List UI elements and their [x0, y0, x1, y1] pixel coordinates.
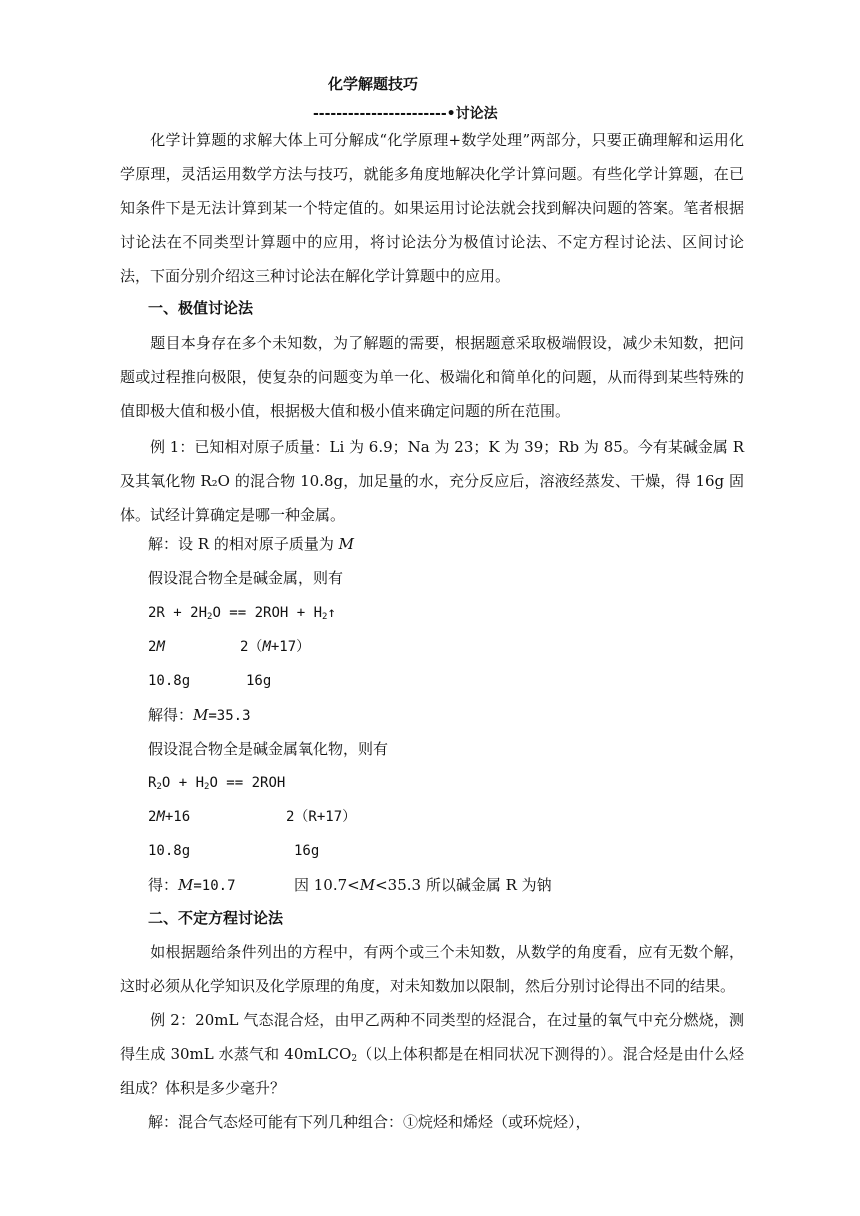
assumption1-line: 假设混合物全是碱金属，则有 — [148, 569, 344, 587]
result2-value: =10.7 — [193, 878, 236, 894]
result2-label: 得： — [148, 876, 179, 894]
result2-d: <35.3 所以碱金属 R 为钠 — [375, 876, 552, 894]
eq2-sub2: 2 — [204, 782, 210, 792]
var-m: M — [338, 535, 354, 553]
document-subtitle: -----------------------•讨论法 — [313, 106, 498, 122]
result1-value: =35.3 — [208, 708, 251, 724]
eq1-part2: O == 2ROH + H — [212, 605, 323, 621]
up-arrow-icon: ↑ — [327, 605, 336, 621]
var-m: M — [262, 639, 271, 655]
section1-description — [120, 326, 744, 428]
eq1-part1: 2R + 2H — [148, 605, 208, 621]
section2-desc-text: 如根据题给条件列出的方程中，有两个或三个未知数，从数学的角度看，应有无数个解，这时必须从化学知识及化学原理的角度，对未知数加以限制，然后分别讨论得出不同的结果。 — [120, 943, 744, 995]
document-title: 化学解题技巧 — [328, 75, 419, 93]
eq1-sub2: 2 — [322, 612, 328, 622]
mass1-a: 2 — [148, 639, 157, 655]
eq2-c: O == 2ROH — [209, 775, 286, 791]
result2-c: 因 10.7< — [294, 876, 360, 894]
equation2-line — [148, 773, 285, 793]
section2-description — [120, 935, 744, 1003]
var-m: M — [156, 809, 165, 825]
eq2-sub1: 2 — [156, 782, 162, 792]
mass2-a: 2 — [148, 809, 157, 825]
intro-paragraph — [120, 123, 744, 293]
mass1-left — [148, 637, 165, 657]
solution1-text: 解：设 R 的相对原子质量为 — [148, 535, 334, 553]
section2-heading: 二、不定方程讨论法 — [148, 909, 284, 927]
example1-text: 例 1：已知相对原子质量：Li 为 6.9；Na 为 23；K 为 39；Rb 为 85。今有某碱金属 R 及其氧化物 R₂O 的混合物 10.8g，加足量的水，充分反应后，溶液经蒸发、干燥，得 16g 固体。试经计算确定是哪一种金属。 — [120, 438, 744, 524]
equation1-line — [148, 603, 336, 623]
example2-sub: 2 — [351, 1054, 358, 1064]
value1-right: 16g — [246, 673, 272, 689]
example2-paragraph — [120, 1003, 744, 1105]
result1-line — [148, 705, 251, 726]
value2-right: 16g — [294, 843, 320, 859]
eq2-a: R — [148, 775, 157, 791]
solution1-line — [148, 534, 354, 554]
mass1-right — [240, 637, 310, 657]
solution2-line: 解：混合气态烃可能有下列几种组合：①烷烃和烯烃（或环烷烃）， — [148, 1113, 591, 1131]
var-m: M — [178, 876, 194, 894]
result2-conclusion — [294, 875, 552, 895]
intro-text: 化学计算题的求解大体上可分解成“化学原理+数学处理”两部分，只要正确理解和运用化学原理，灵活运用数学方法与技巧，就能多角度地解决化学计算问题。有些化学计算题，在已知条件下是无法计算到某一个特定值的。如果运用讨论法就会找到解决问题的答案。笔者根据讨论法在不同类型计算题中的应用，将讨论法分为极值讨论法、不定方程讨论法、区间讨论法，下面分别介绍这三种讨论法在解化学计算题中的应用。 — [120, 131, 744, 285]
example2-text-b: （以上体积都是在相同状况下测得的）。混合烃是由什么烃组成？体积是多少毫升？ — [120, 1045, 744, 1097]
mass2-right: 2（R+17） — [286, 809, 357, 825]
mass1-b: 2（ — [240, 639, 263, 655]
value2-left: 10.8g — [148, 843, 191, 859]
result1-label: 解得： — [148, 706, 194, 724]
eq1-sub1: 2 — [207, 612, 213, 622]
mass2-left — [148, 807, 190, 827]
section1-desc-text: 题目本身存在多个未知数，为了解题的需要，根据题意采取极端假设，减少未知数，把问题或过程推向极限，使复杂的问题变为单一化、极端化和简单化的问题，从而得到某些特殊的值即极大值和极小值，根据极大值和极小值来确定问题的所在范围。 — [120, 334, 744, 420]
eq2-b: O + H — [161, 775, 205, 791]
var-m: M — [156, 639, 165, 655]
mass2-b: +16 — [164, 809, 191, 825]
result2-line — [148, 875, 236, 896]
mass1-c: +17） — [270, 639, 311, 655]
assumption2-line: 假设混合物全是碱金属氧化物，则有 — [148, 740, 389, 758]
example1-paragraph — [120, 430, 744, 532]
example2-text-a: 例 2：20mL 气态混合烃，由甲乙两种不同类型的烃混合，在过量的氧气中充分燃烧，测得生成 30mL 水蒸气和 40mLCO — [120, 1011, 744, 1063]
value1-left: 10.8g — [148, 673, 191, 689]
var-m: M — [193, 706, 209, 724]
var-m: M — [359, 876, 376, 894]
section1-heading: 一、极值讨论法 — [148, 299, 254, 317]
